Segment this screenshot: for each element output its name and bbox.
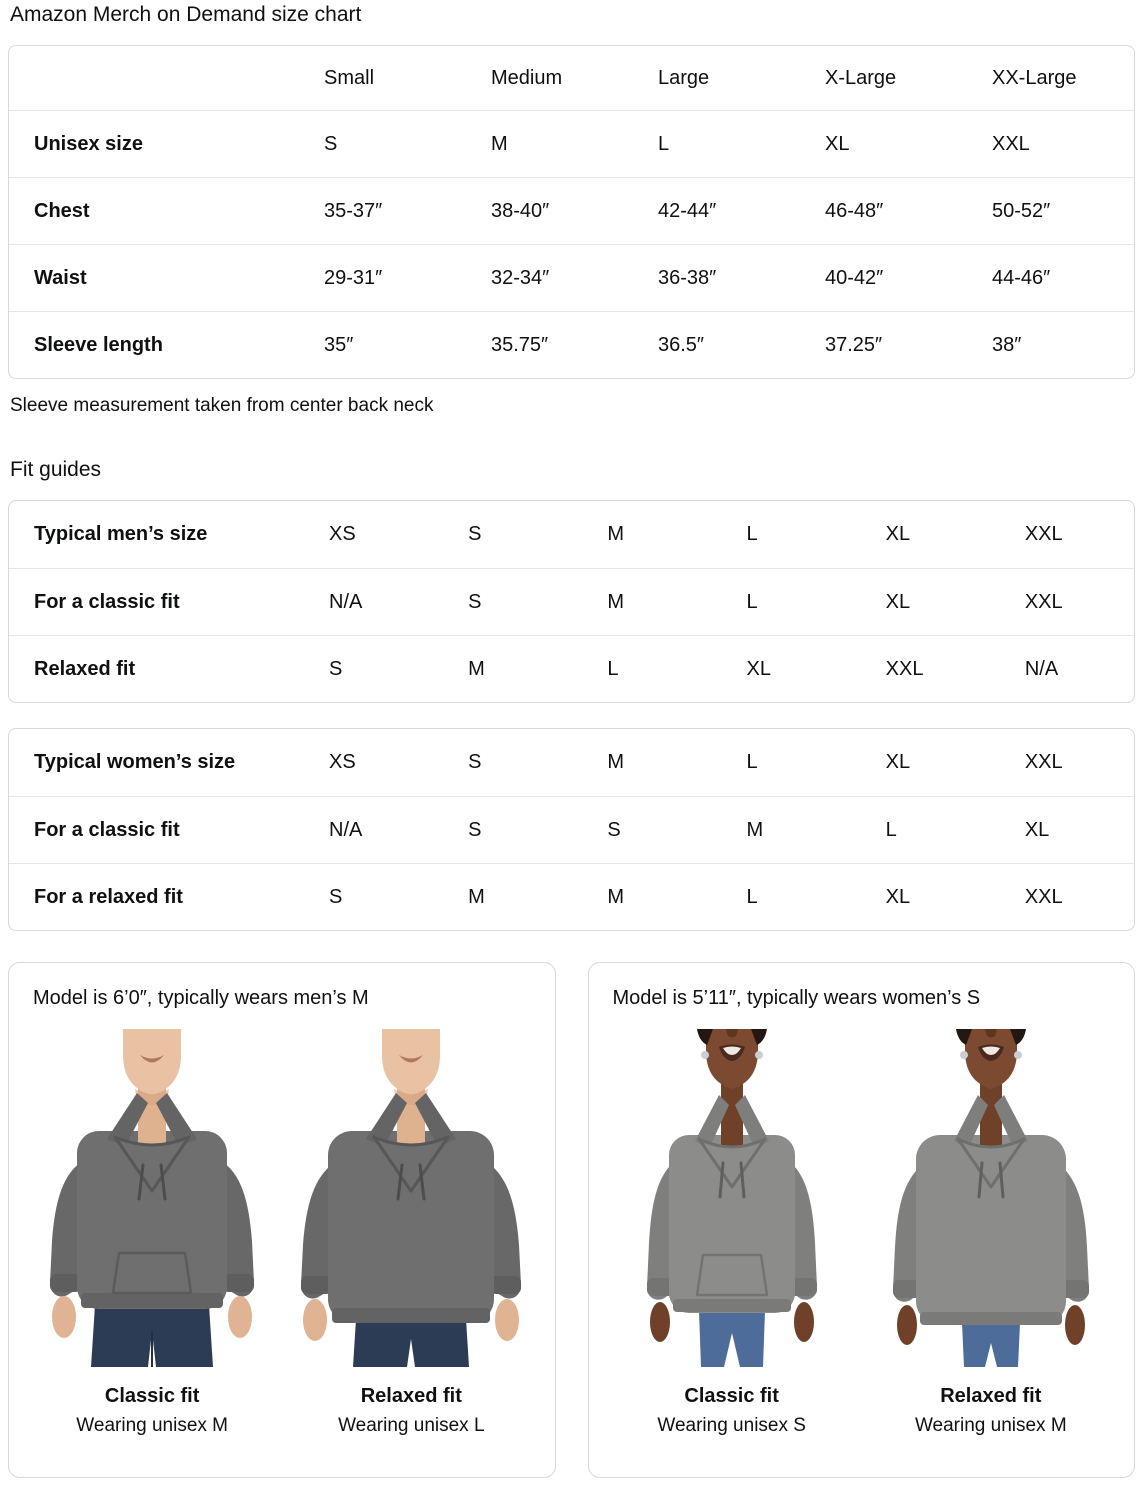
cell: 46-48″ <box>825 199 884 222</box>
womens-relaxed-fit-photo <box>875 1029 1107 1371</box>
mens-classic-fit-photo <box>36 1029 268 1371</box>
page-title: Amazon Merch on Demand size chart <box>10 3 362 26</box>
womens-classic-caption <box>616 1385 848 1437</box>
mens-relaxed-fit-photo <box>295 1029 527 1371</box>
womens-figures <box>589 1029 1135 1437</box>
mens-figures <box>9 1029 555 1437</box>
cell: XL <box>885 523 911 545</box>
womens-model-panel <box>588 962 1136 1478</box>
table-row-mens-classic-fit <box>9 568 1134 635</box>
mens-model-panel <box>8 962 556 1478</box>
table-row-sleeve-length <box>9 311 1134 378</box>
cell: XL <box>885 885 911 908</box>
cell: XXL <box>1024 751 1063 773</box>
mens-model-heading: Model is 6’0″, typically wears men’s M <box>33 987 369 1009</box>
wearing-label: Wearing unisex M <box>76 1415 229 1436</box>
cell: 35.75″ <box>491 333 549 356</box>
cell: 29-31″ <box>324 266 383 289</box>
table-row-waist <box>9 244 1134 311</box>
mens-relaxed-figure <box>295 1029 527 1437</box>
size-table-col-small: Small <box>324 66 375 89</box>
cell: M <box>468 885 485 908</box>
womens-relaxed-figure <box>875 1029 1107 1437</box>
cell: 35-37″ <box>324 199 383 222</box>
row-label: Waist <box>34 266 87 289</box>
cell: N/A <box>1024 657 1059 680</box>
cell: 36-38″ <box>658 266 717 289</box>
size-table-col-large: Large <box>658 66 710 89</box>
row-label: Unisex size <box>34 132 143 155</box>
cell: 36.5″ <box>658 333 705 356</box>
cell: M <box>607 751 624 773</box>
wearing-label: Wearing unisex L <box>338 1415 485 1436</box>
cell: 40-42″ <box>825 266 884 289</box>
table-row-unisex-size <box>9 110 1134 177</box>
cell: 50-52″ <box>992 199 1051 222</box>
womens-relaxed-caption <box>875 1385 1107 1437</box>
cell: N/A <box>329 590 363 613</box>
fit-label: Relaxed fit <box>940 1385 1042 1407</box>
row-label: Sleeve length <box>34 333 163 356</box>
womens-classic-fit-photo <box>616 1029 848 1371</box>
sleeve-measurement-note: Sleeve measurement taken from center back neck <box>10 395 434 416</box>
cell: 38-40″ <box>491 199 550 222</box>
fit-label: Classic fit <box>104 1385 200 1407</box>
cell: 35″ <box>324 333 354 356</box>
cell: S <box>329 885 343 908</box>
cell: XL <box>1024 818 1050 841</box>
size-table <box>8 45 1135 379</box>
cell: XXL <box>1024 885 1063 908</box>
cell: 42-44″ <box>658 199 717 222</box>
cell: 38″ <box>992 333 1022 356</box>
cell: XS <box>329 523 356 545</box>
cell: N/A <box>329 818 363 841</box>
cell: L <box>746 590 758 613</box>
cell: M <box>607 590 624 613</box>
size-table-header-row <box>9 46 1134 110</box>
cell: 44-46″ <box>992 266 1051 289</box>
table-row-chest <box>9 177 1134 244</box>
mens-classic-figure <box>36 1029 268 1437</box>
cell: M <box>468 657 485 680</box>
row-label: Relaxed fit <box>34 657 136 680</box>
cell: S <box>468 590 482 613</box>
mens-relaxed-caption <box>295 1385 527 1437</box>
fit-label: Classic fit <box>684 1385 779 1407</box>
cell: XXL <box>885 657 924 680</box>
cell: L <box>746 885 758 908</box>
wearing-label: Wearing unisex S <box>657 1415 806 1436</box>
cell: XL <box>825 132 850 155</box>
wearing-label: Wearing unisex M <box>914 1415 1067 1436</box>
cell: XS <box>329 751 356 773</box>
cell: M <box>491 132 508 155</box>
cell: M <box>607 885 624 908</box>
cell: XL <box>885 751 911 773</box>
cell: XXL <box>1024 590 1063 613</box>
cell: M <box>607 523 624 545</box>
model-panels <box>8 962 1135 1478</box>
cell: L <box>607 657 619 680</box>
cell: S <box>468 751 482 773</box>
size-table-col-medium: Medium <box>491 66 563 89</box>
cell: L <box>746 751 758 773</box>
row-label: For a classic fit <box>34 590 180 613</box>
cell: L <box>658 132 670 155</box>
mens-fit-table <box>8 500 1135 703</box>
fit-guides-heading: Fit guides <box>10 458 102 481</box>
cell: L <box>885 818 897 841</box>
fit-label: Relaxed fit <box>360 1385 462 1407</box>
cell: 32-34″ <box>491 266 550 289</box>
row-label: Typical women’s size <box>34 751 236 773</box>
womens-classic-figure <box>616 1029 848 1437</box>
row-label: For a relaxed fit <box>34 885 183 908</box>
table-row-womens-classic-fit <box>9 796 1134 863</box>
cell: L <box>746 523 758 545</box>
cell: S <box>468 523 482 545</box>
size-table-col-xlarge: X-Large <box>825 66 897 89</box>
mens-classic-caption <box>36 1385 268 1437</box>
cell: S <box>468 818 482 841</box>
size-table-col-xxlarge: XX-Large <box>992 66 1077 89</box>
cell: M <box>746 818 764 841</box>
womens-model-heading: Model is 5’11″, typically wears women’s S <box>612 987 981 1009</box>
cell: XL <box>885 590 911 613</box>
row-label: Typical men’s size <box>34 523 208 545</box>
cell: XL <box>746 657 771 680</box>
cell: 37.25″ <box>825 333 883 356</box>
cell: S <box>329 657 343 680</box>
table-row-womens-relaxed-fit <box>9 863 1134 930</box>
table-row-mens-relaxed-fit <box>9 635 1134 702</box>
cell: XXL <box>1024 523 1063 545</box>
row-label: For a classic fit <box>34 818 180 841</box>
row-label: Chest <box>34 199 90 222</box>
cell: S <box>324 132 338 155</box>
table-row-typical-womens-size <box>9 729 1134 796</box>
womens-fit-table <box>8 728 1135 931</box>
table-row-typical-mens-size <box>9 501 1134 568</box>
cell: XXL <box>992 132 1030 155</box>
cell: S <box>607 818 621 841</box>
